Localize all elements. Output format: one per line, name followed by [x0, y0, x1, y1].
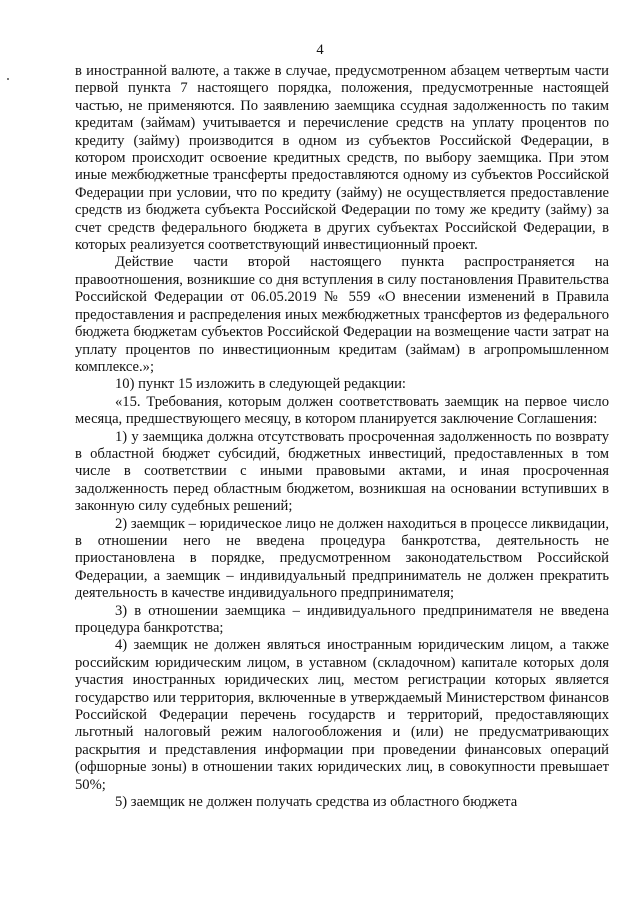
paragraph-item-10: 10) пункт 15 изложить в следующей редакции:	[115, 376, 406, 393]
paragraph-requirement-5: 5) заемщик не должен получать средства из областного бюджета	[115, 794, 518, 811]
page-number: 4	[316, 42, 324, 58]
document-body	[75, 63, 609, 811]
scan-speck	[7, 78, 9, 80]
paragraph-point-15: «15. Требования, которым должен соответствовать заемщик на первое число месяца, предшествующего месяцу, в котором планируется заключение Соглашения:	[75, 393, 609, 428]
paragraph-requirement-2: 2) заемщик – юридическое лицо не должен находиться в процессе ликвидации, в отношении него не введена процедура банкротства, деятельность не приостановлена в порядке, предусмотренном законодательством Российской Федерации, а заемщик – индивидуальный предприниматель не должен прекратить деятельность в качестве индивидуального предпринимателя;	[75, 515, 609, 602]
paragraph-requirement-4: 4) заемщик не должен являться иностранным юридическим лицом, а также российским юридическим лицом, в уставном (складочном) капитале которых доля участия иностранных юридических лиц, местом регистрации которых является государство или территория, включенные в утверждаемый Министерством финансов Российской Федерации перечень государств и территорий, предоставляющих льготный налоговый режим налогообложения и (или) не предусматривающих раскрытия и представления информации при проведении финансовых операций (офшорные зоны) в отношении таких юридических лиц, в совокупности превышает 50%;	[75, 637, 609, 793]
paragraph-effect-clause: Действие части второй настоящего пункта распространяется на правоотношения, возникшие со дня вступления в силу постановления Правительства Российской Федерации от 06.05.2019 № 559 «О внесении изменений в Правила предоставления и распределения иных межбюджетных трансфертов из федерального бюджета бюджетам субъектов Российской Федерации на возмещение части затрат на уплату процентов по инвестиционным кредитам (займам) в агропромышленном комплексе.»;	[75, 254, 609, 375]
paragraph-requirement-1: 1) у заемщика должна отсутствовать просроченная задолженность по возврату в областной бюджет субсидий, бюджетных инвестиций, предоставленных в том числе в соответствии с иными правовыми актами, и иная просроченная задолженность перед областным бюджетом, возникшая на основании вступивших в законную силу судебных решений;	[75, 428, 609, 515]
paragraph-requirement-3: 3) в отношении заемщика – индивидуального предпринимателя не введена процедура банкротства;	[75, 602, 609, 636]
paragraph-continuation: в иностранной валюте, а также в случае, предусмотренном абзацем четвертым части первой пункта 7 настоящего порядка, положения, предусмотренные настоящей частью, не применяются. По заявлению заемщика ссудная задолженность по таким кредитам (займам) учитывается и перечисление средств на уплату процентов по кредиту (займу) производится в одном из субъектов Российской Федерации, в котором происходит освоение кредитных средств, по выбору заемщика. При этом иные межбюджетные трансферты предоставляются одному из субъектов Российской Федерации при условии, что по кредиту (займу) не осуществляется предоставление средств из бюджета субъекта Российской Федерации по тому же кредиту (займу) за счет средств федерального бюджета в других субъектах Российской Федерации, в которых реализуется соответствующий инвестиционный проект.	[75, 63, 609, 254]
